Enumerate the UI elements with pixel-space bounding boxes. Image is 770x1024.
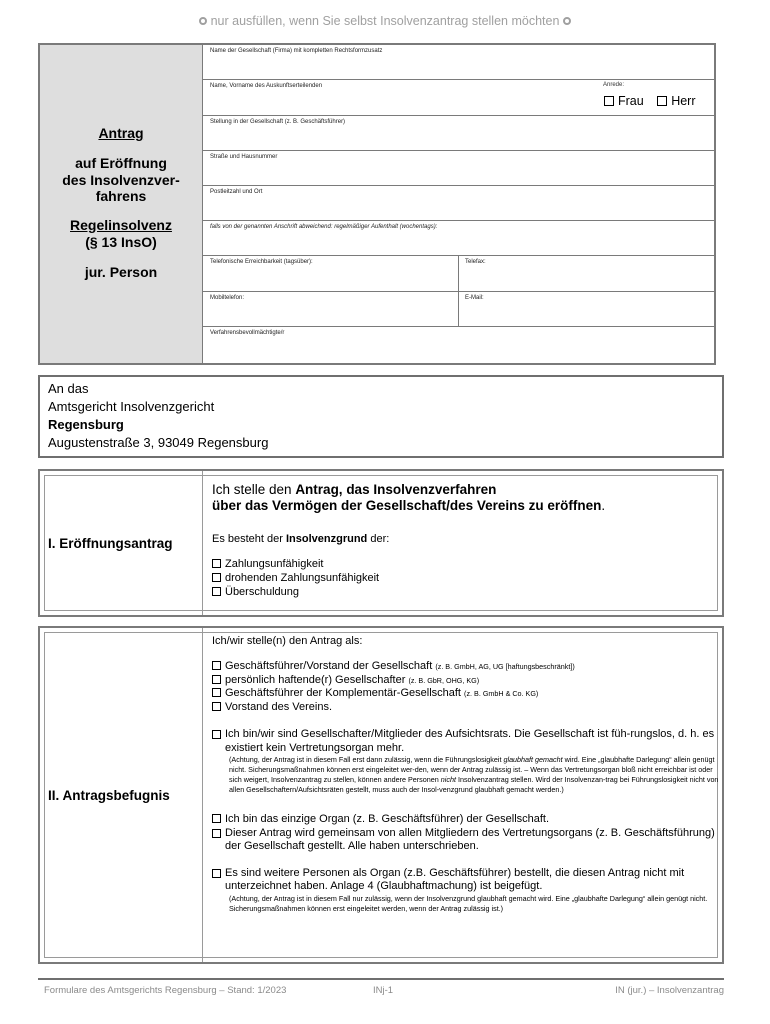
- court-address: [38, 375, 724, 458]
- footer-source: Formulare des Amtsgerichts Regensburg – Stand: 1/2023: [44, 985, 287, 996]
- herr-checkbox[interactable]: [657, 96, 667, 106]
- option-row: [212, 701, 722, 715]
- salutation-options: [604, 94, 696, 108]
- informant-name-field[interactable]: [203, 80, 714, 116]
- partner-checkbox[interactable]: [212, 675, 221, 684]
- section-content: [203, 628, 722, 962]
- other-persons-checkbox[interactable]: [212, 869, 221, 878]
- address-line: Amtsgericht Insolvenzgericht: [48, 399, 215, 414]
- option-label: Dieser Antrag wird gemeinsam von allen Mitgliedern des Vertretungsorgans (z. B. Geschäftsführung) der Gesellschaft gestellt. Alle haben unterschrieben.: [225, 826, 715, 852]
- option-row: [212, 728, 719, 755]
- field-label: Name, Vorname des Auskunftserteilenden: [210, 83, 323, 89]
- postal-city-field[interactable]: [203, 186, 714, 221]
- option-label: Geschäftsführer der Komplementär-Gesellschaft: [225, 687, 465, 699]
- text: der:: [367, 533, 390, 545]
- option-row: [212, 585, 722, 599]
- footer-divider: [38, 978, 724, 980]
- salutation-label: Anrede:: [603, 82, 625, 88]
- applicant-fields: [203, 45, 714, 363]
- address-city: Regensburg: [48, 417, 124, 432]
- phone-fax-row: [203, 256, 714, 292]
- fax-field[interactable]: [458, 256, 486, 291]
- option-label: Ich bin/wir sind Gesellschafter/Mitglieder des Aufsichtsrats. Die Gesellschaft ist füh-rungslos, d. h. es existiert kein Vertretungsorgan mehr.: [225, 728, 715, 754]
- option-row: [212, 687, 722, 701]
- email-field[interactable]: [458, 292, 484, 326]
- impending-insolvency-checkbox[interactable]: [212, 573, 221, 582]
- circle-icon: [563, 17, 571, 25]
- subtitle-line: des Insolvenzver-: [62, 171, 180, 188]
- section-intro: Ich/wir stelle(n) den Antrag als:: [212, 635, 363, 647]
- option-hint: (z. B. GmbH & Co. KG): [464, 689, 539, 698]
- residence-field[interactable]: [203, 221, 714, 256]
- option-row: [212, 674, 722, 688]
- option-hint: (z. B. GmbH, AG, UG [haftungsbeschränkt]): [435, 662, 575, 671]
- text-bold: über das Vermögen der Gesellschaft/des Vereins zu eröffnen: [212, 498, 602, 513]
- text: Ich stelle den: [212, 482, 296, 497]
- leaderless-checkbox[interactable]: [212, 730, 221, 739]
- subtitle-line: fahrens: [95, 188, 147, 204]
- other-persons-option: [212, 867, 719, 914]
- note-text: wird. Eine „glaubhafte Darlegung“ allein genügt nicht. Sicherungsmaßnahmen können erst eingeleitet wer-den, wenn der Antrag zulässig ist. – Wenn das Vertretungsorgan bloß nicht erreichbar ist oder sich weigert, Insolvenzantrag zu stellen, können andere Personen: [229, 755, 715, 784]
- organ-options: [212, 813, 722, 854]
- fill-in-hint-text: nur ausfüllen, wenn Sie selbst Insolvenzantrag stellen möchten: [210, 14, 560, 28]
- note-text: Insolvenzantrag stellen. Wird der Insolvenzan-trag bei Führungslosigkeit nicht von allen Gesellschaftern/Aufsichtsräten gestellt, muss auch der Insol-venzgrund glaubhaft gemacht werden.): [229, 775, 719, 794]
- association-board-checkbox[interactable]: [212, 702, 221, 711]
- field-label: Postleitzahl und Ort: [210, 189, 263, 195]
- frau-checkbox[interactable]: [604, 96, 614, 106]
- herr-label: Herr: [671, 94, 696, 108]
- section-content: [203, 471, 722, 615]
- footer-form-code: INj-1: [373, 985, 394, 996]
- sole-organ-checkbox[interactable]: [212, 814, 221, 823]
- phone-label: Telefonische Erreichbarkeit (tagsüber):: [210, 259, 313, 265]
- fill-in-hint: [0, 14, 770, 28]
- insolvency-checkbox[interactable]: [212, 559, 221, 568]
- option-label: Vorstand des Vereins.: [225, 700, 333, 713]
- address-line: An das: [48, 381, 89, 396]
- text-bold: Antrag, das Insolvenzverfahren: [295, 482, 497, 497]
- field-label: Name der Gesellschaft (Firma) mit kompletten Rechtsformzusatz: [210, 48, 383, 54]
- option-label: Zahlungsunfähigkeit: [225, 558, 324, 570]
- street-field[interactable]: [203, 151, 714, 186]
- text-bold: Insolvenzgrund: [286, 533, 368, 545]
- mobile-email-row: [203, 292, 714, 327]
- procedure-type-label: Regelinsolvenz: [70, 216, 172, 233]
- insolvency-reason-options: [212, 557, 722, 599]
- section-heading: II. Antragsbefugnis: [40, 628, 203, 962]
- representative-field[interactable]: [203, 327, 714, 363]
- procedure-type: [40, 217, 202, 251]
- leaderless-option: [212, 728, 719, 795]
- field-label: Straße und Hausnummer: [210, 154, 278, 160]
- applicant-header: [38, 43, 716, 365]
- option-label: drohenden Zahlungsunfähigkeit: [225, 572, 380, 584]
- option-row: [212, 827, 719, 854]
- section-heading: I. Eröffnungsantrag: [40, 471, 203, 615]
- entity-type: jur. Person: [84, 263, 158, 280]
- option-row: [212, 660, 722, 674]
- field-label: Stellung in der Gesellschaft (z. B. Geschäftsführer): [210, 119, 346, 125]
- frau-label: Frau: [618, 94, 644, 108]
- form-title-panel: [40, 45, 203, 363]
- leaderless-note: [229, 755, 723, 795]
- option-label: Es sind weitere Personen als Organ (z.B. Geschäftsführer) bestellt, die diesen Antrag nicht mit unterzeichnet haben. Anlage 4 (Glaubhaftmachung) ist beigefügt.: [225, 866, 685, 892]
- subtitle-line: auf Eröffnung: [75, 155, 167, 171]
- option-row: [212, 867, 719, 894]
- text: .: [601, 498, 606, 513]
- option-label: Ich bin das einzige Organ (z. B. Geschäftsführer) der Gesellschaft.: [225, 813, 550, 825]
- managing-director-checkbox[interactable]: [212, 661, 221, 670]
- other-persons-note: (Achtung, der Antrag ist in diesem Fall nur zulässig, wenn der Insolvenzgrund glaubhaft gemacht wird. Eine „glaubhafte Darlegung“ allein genügt nicht. Sicherungsmaßnahmen können erst eingeleitet werden, wenn der Antrag zulässig ist.): [229, 893, 708, 913]
- form-title: Antrag: [98, 125, 144, 141]
- note-text-italic: nicht: [440, 775, 456, 784]
- field-label: Verfahrensbevollmächtigte/r: [210, 330, 285, 336]
- option-row: [212, 571, 722, 585]
- request-statement: [212, 482, 722, 514]
- note-text-italic: glaubhaft gemacht: [503, 755, 563, 764]
- joint-request-checkbox[interactable]: [212, 829, 221, 838]
- section-authorization: [38, 626, 724, 964]
- position-field[interactable]: [203, 116, 714, 151]
- insolvency-reason-label: [212, 533, 722, 545]
- footer-form-title: IN (jur.) – Insolvenzantrag: [615, 985, 724, 996]
- mobile-label: Mobiltelefon:: [210, 295, 245, 301]
- role-options: [212, 660, 722, 714]
- field-label: falls von der genannten Anschrift abweichend: regelmäßiger Aufenthalt (wochentags):: [210, 224, 438, 230]
- general-partner-checkbox[interactable]: [212, 688, 221, 697]
- circle-icon: [199, 17, 207, 25]
- overindebtedness-checkbox[interactable]: [212, 587, 221, 596]
- company-name-field[interactable]: [203, 45, 714, 80]
- fax-label: Telefax:: [465, 259, 486, 265]
- section-opening-request: [38, 469, 724, 617]
- option-label: persönlich haftende(r) Gesellschafter: [225, 673, 409, 686]
- option-label: Überschuldung: [225, 586, 299, 598]
- option-row: [212, 557, 722, 571]
- option-label: Geschäftsführer/Vorstand der Gesellschaft: [225, 660, 436, 672]
- address-street: Augustenstraße 3, 93049 Regensburg: [48, 435, 269, 450]
- option-row: [212, 813, 722, 827]
- legal-reference: (§ 13 InsO): [85, 233, 157, 250]
- note-text: (Achtung, der Antrag ist in diesem Fall erst dann zulässig, wenn die Führungslosigkeit: [229, 755, 504, 764]
- email-label: E-Mail:: [465, 295, 484, 301]
- option-hint: (z. B. GbR, OHG, KG): [408, 675, 480, 685]
- form-subtitle: [40, 155, 202, 205]
- text: Es besteht der: [212, 533, 286, 545]
